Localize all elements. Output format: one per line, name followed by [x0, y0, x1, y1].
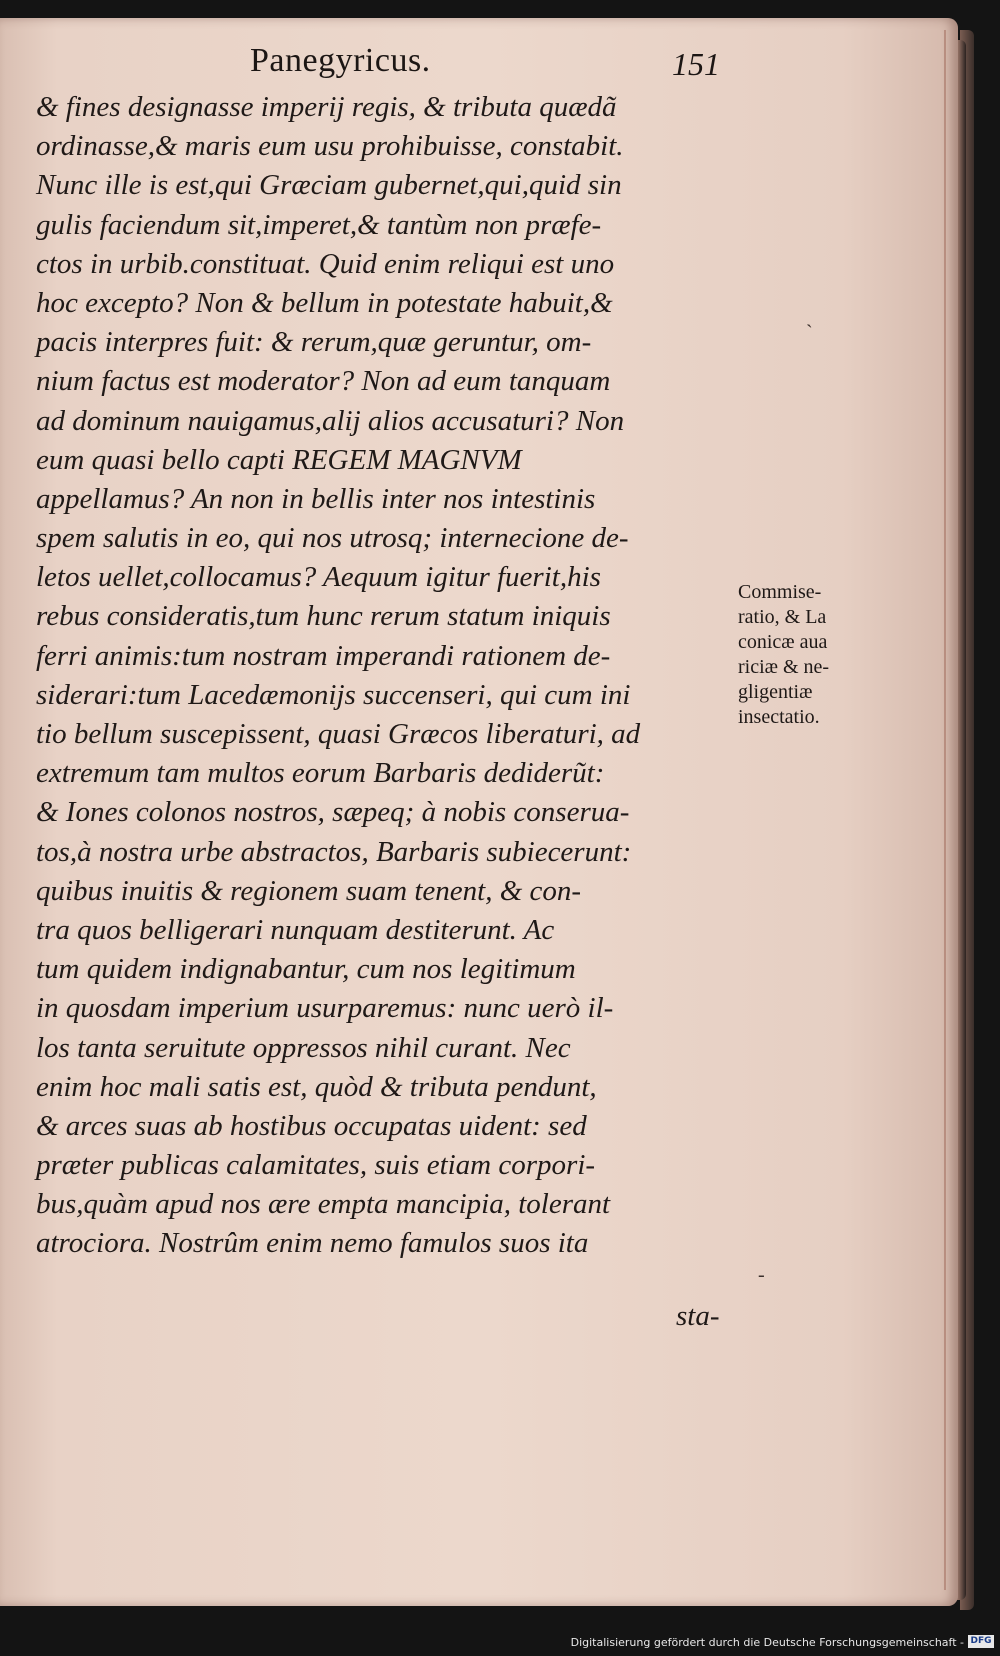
- text-line: in quosdam imperium usurparemus: nunc uerò il-: [36, 992, 614, 1025]
- text-line: eum quasi bello capti REGEM MAGNVM: [36, 443, 522, 476]
- text-line: ad dominum nauigamus,alij alios accusaturi? Non: [36, 404, 625, 437]
- marginal-note-line: ratio, & La: [738, 606, 827, 628]
- dfg-logo: DFG: [968, 1635, 994, 1648]
- text-line: tio bellum suscepissent, quasi Græcos liberaturi, ad: [36, 718, 641, 750]
- text-line: tra quos belligerari nunquam destiterunt. Ac: [36, 913, 555, 946]
- ink-mark: ˏ: [806, 306, 813, 328]
- marginal-note-line: conicæ aua: [738, 631, 828, 653]
- text-line: ordinasse,& maris eum usu prohibuisse, constabit.: [36, 130, 624, 163]
- text-line: atrociora. Nostrûm enim nemo famulos suos ita: [36, 1227, 589, 1260]
- marginal-note-line: Commise-: [738, 581, 822, 603]
- digitization-credit: Digitalisierung gefördert durch die Deutsche Forschungsgemeinschaft -: [570, 1636, 964, 1649]
- text-line: Nunc ille is est,qui Græciam gubernet,qui,quid sin: [36, 169, 622, 202]
- text-line: hoc excepto? Non & bellum in potestate habuit,&: [36, 286, 613, 319]
- marginal-note-line: gligentiæ: [738, 681, 813, 703]
- text-line: præter publicas calamitates, suis etiam corpori-: [36, 1149, 596, 1182]
- running-title: Panegyricus.: [250, 42, 431, 79]
- text-line: tos,à nostra urbe abstractos, Barbaris subiecerunt:: [36, 835, 632, 868]
- text-line: pacis interpres fuit: & rerum,quæ geruntur, om-: [36, 326, 592, 359]
- text-line: & arces suas ab hostibus occupatas uident: sed: [36, 1109, 587, 1142]
- text-line: siderari:tum Lacedæmonijs succenseri, qui cum ini: [36, 678, 631, 711]
- text-line: spem salutis in eo, qui nos utrosq; internecione de-: [36, 522, 629, 555]
- text-line: ferri animis:tum nostram imperandi rationem de-: [36, 639, 611, 672]
- text-line: enim hoc mali satis est, quòd & tributa pendunt,: [36, 1070, 597, 1103]
- text-line: rebus consideratis,tum hunc rerum statum iniquis: [36, 600, 611, 633]
- text-line: gulis faciendum sit,imperet,& tantùm non præfe-: [36, 208, 602, 241]
- main-text-block: [36, 88, 736, 1264]
- text-line: letos uellet,collocamus? Aequum igitur fuerit,his: [36, 561, 601, 594]
- text-line: bus,quàm apud nos ære empta mancipia, tolerant: [36, 1188, 611, 1221]
- text-line: los tanta seruitute oppressos nihil curant. Nec: [36, 1031, 571, 1064]
- marginal-note-line: insectatio.: [738, 706, 820, 728]
- page-number: 151: [672, 46, 720, 82]
- text-line: & Iones colonos nostros, sæpeq; à nobis conserua-: [36, 796, 630, 829]
- page-edge-line: [944, 30, 946, 1590]
- text-line: tum quidem indignabantur, cum nos legitimum: [36, 953, 576, 986]
- text-line: appellamus? An non in bellis inter nos intestinis: [36, 482, 596, 515]
- catchword: sta-: [676, 1300, 720, 1332]
- text-line: ctos in urbib.constituat. Quid enim reliqui est uno: [36, 247, 615, 280]
- marginal-note: [738, 580, 878, 730]
- text-line: & fines designasse imperij regis, & tributa quædã: [36, 91, 617, 123]
- ink-mark: -: [758, 1264, 765, 1286]
- text-line: extremum tam multos eorum Barbaris dediderũt:: [36, 757, 605, 790]
- marginal-note-line: riciæ & ne-: [738, 656, 830, 678]
- text-line: quibus inuitis & regionem suam tenent, & con-: [36, 874, 582, 907]
- text-line: nium factus est moderator? Non ad eum tanquam: [36, 365, 611, 398]
